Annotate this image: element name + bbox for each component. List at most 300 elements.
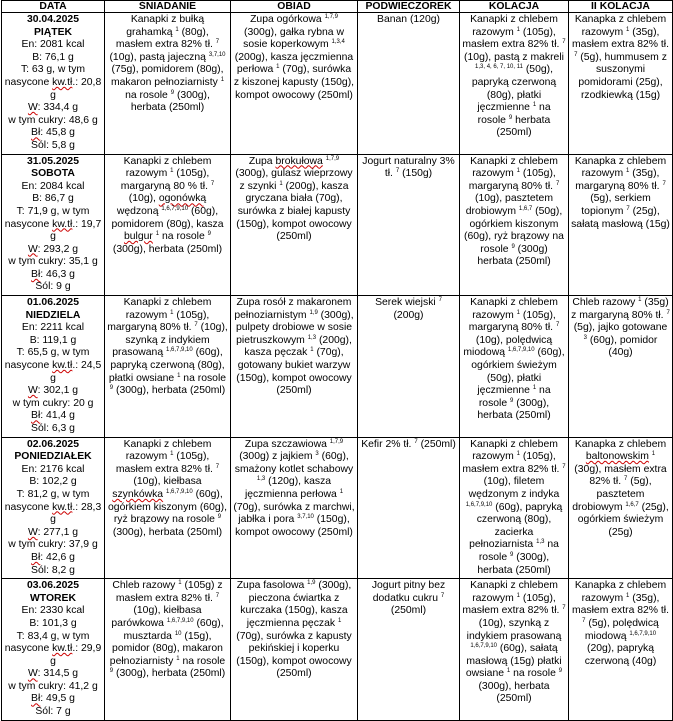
allergen-sup: 9 [207,231,211,238]
meal-text: (300g), pieczona ćwiartka z kurczaka (150g), kasza jęczmienna pęczak [240,580,352,629]
meal-text: (300g), herbata (250ml) [130,89,210,114]
allergen-sup: 1,6,7,9,10 [166,347,193,354]
allergen-sup: 1,3 [307,334,317,341]
fiber-label: Bł [31,410,41,422]
breakfast-cell [105,296,231,438]
header-snack: PODWIECZOREK [358,1,460,13]
sugars-value: w tym cukry: 35,1 g [8,256,98,268]
meal-text: (5g), hummusem z suszonymi pomidorami (25g), rzodkiewką (15g) [577,51,667,101]
breakfast-cell [105,13,231,155]
allergen-sup: 9 [109,668,114,675]
meal-text: (300g), gałka rybna w sosie koperkowym [243,26,344,51]
allergen-sup: 7 [562,605,566,612]
fiber-value [4,693,102,706]
allergen-sup: 7 [215,463,220,470]
sugars-value: w tym cukry: 48,6 g [8,114,98,126]
day-info-cell [2,296,105,438]
meal-text: na rosole [510,668,559,680]
meal-text: (60g), pomidorem (80g), kasza [111,205,224,230]
allergen-sup: 7 [210,180,215,187]
spellcheck-word: ogonówką [158,193,207,205]
allergen-sup: 7 [562,463,566,470]
fat-prefix: T: 65,5 g, w tym nasycone [4,347,90,372]
carbs-number: : 293,2 g [37,243,79,255]
meal-text: (300g), herbata (250ml) [112,526,223,538]
allergen-sup: 1 [516,26,520,33]
meal-text: (105g), margaryną 80% tł. [107,309,210,334]
allergen-sup: 1 [626,592,630,599]
fat-saturated-label: kw.tł [52,76,73,88]
meal-text: (70g), surówka z kapusty pekińskiej i koperku (150g), kompot owocowy (250ml) [236,630,352,680]
protein-value: B: 101,3 g [29,617,77,629]
meal-text: (75g), pomidorem (80g), makaron pełnoziarnisty [110,64,224,88]
sugars-value: w tym cukry: 41,2 g [8,680,98,692]
meal-text: Kanapka z chlebem razowym [574,14,667,38]
meal-text: herbata (250ml) [496,114,551,139]
snack-cell [358,13,460,155]
allergen-sup: 1 [310,347,314,354]
late-dinner-cell [569,13,673,155]
snack-cell [358,437,460,579]
lunch-cell [231,154,358,296]
day-date: 02.06.2025 [26,438,79,450]
allergen-sup: 1 [178,580,182,587]
dinner-cell [460,13,569,155]
allergen-sup: 9 [511,243,515,250]
meal-text: na rosole [478,385,551,409]
meal-text: (80g), masłem extra 82% tł. [115,26,216,51]
protein-value: B: 76,1 g [32,51,74,63]
spellcheck-word: baltonowskim [585,451,649,463]
meal-text: (105g), margaryną 80% tł. [468,168,556,192]
carbs-number: : 314,5 g [37,668,79,680]
allergen-sup: 1 [220,76,225,83]
meal-text: (35g), masłem extra 82% tł. [571,592,669,617]
meal-text: Kanapki z chlebem razowym [470,297,558,321]
meal-text: (250ml) [417,438,456,450]
allergen-sup: 9 [558,668,563,675]
allergen-sup: 1 [651,451,656,458]
day-weekday: WTOREK [30,592,76,604]
day-row [2,154,673,296]
meal-text: (105g), masłem extra 82% tł. [115,451,216,475]
allergen-sup: 1 [170,451,174,458]
fat-saturated-value: .: 29,9 g [50,643,102,667]
meal-text: Kanapki z chlebem razowym [123,438,212,463]
fat-prefix: T: 71,9 g, w tym nasycone [4,205,90,230]
meal-text: na rosole [179,655,226,667]
allergen-sup: 7 [215,39,220,46]
allergen-sup: 3,7,10 [208,51,226,58]
day-row [2,13,673,155]
fat-saturated-value: .: 20,8 g [50,76,102,101]
carbs-label: W [27,102,38,114]
late-dinner-cell [569,579,673,721]
carbs-number: : 277,1 g [37,526,79,538]
meal-text: (200g), kasza jęczmienna perłowa [234,51,354,76]
snack-cell [358,579,460,721]
meal-text: Kanapki z bułką grahamką [126,14,205,38]
allergen-sup: 1,3,4 [331,39,345,46]
meal-text: (300g), herbata (250ml) [478,680,550,705]
lunch-cell [231,579,358,721]
allergen-sup: 7 [562,39,566,46]
energy-value: En: 2084 kcal [21,180,85,192]
allergen-sup: 1,6,7 [518,205,533,212]
allergen-sup: 1,6,7,9,10 [629,630,657,637]
fiber-label: Bł [31,551,41,563]
day-info-cell [2,437,105,579]
meal-text: (70g), surówka z kiszonej kapusty (150g), kompot owocowy (250ml) [233,64,355,101]
meal-text: (200g) [393,309,424,321]
meal-text: (60g), pomidor (40g) [586,334,658,359]
meal-text: (15g), pomidor (80g), makaron pełnoziarnisty [109,630,223,667]
energy-value: En: 2176 kcal [21,463,85,475]
meal-text: Kanapki z chlebem razowym [123,297,212,321]
allergen-sup: 1,7,9 [325,155,340,162]
allergen-sup: 1,6,7,9,10 [161,205,189,212]
meal-text: Chleb razowy [572,297,639,309]
fiber-value [4,410,102,423]
fat-value [4,347,102,385]
fiber-value [4,552,102,565]
meal-text: na rosole [477,102,551,126]
meal-text: (20g), papryką czerwoną (40g) [584,643,657,667]
meal-plan-body [2,13,673,721]
fiber-label: Bł [31,268,41,280]
allergen-sup: 1,7,9 [324,14,338,20]
fat-value [4,489,102,527]
snack-cell [358,296,460,438]
meal-text: (10g), pastą z makreli [464,51,564,63]
allergen-sup: 1,7,9 [329,438,344,445]
salt-value: Sól: 5,8 g [31,139,75,151]
meal-text: Jogurt pitny bez dodatku cukru [371,580,446,604]
salt-value: Sól: 8,2 g [31,564,75,576]
meal-text: (300g), herbata (250ml) [477,551,551,576]
meal-text: (35g) z margaryną 80% tł. [571,297,669,321]
allergen-sup: 9 [170,89,175,96]
meal-text: Zupa ogórkowa [250,14,325,25]
allergen-sup: 9 [510,397,514,404]
allergen-sup: 1 [279,180,283,187]
meal-text: Kanapka z chlebem razowym [574,580,667,604]
meal-text: (70g), surówka z marchwi, jabłka i pora [233,501,355,526]
allergen-sup: 1 [638,297,642,304]
allergen-sup: 7 [626,205,630,212]
meal-text: (60g), ogórkiem kiszonym (60g), ryż brązowy na rosole [108,488,227,526]
allergen-sup: 1 [532,385,537,392]
fiber-number: : 41,4 g [40,410,75,422]
fiber-number: : 45,8 g [40,127,75,139]
meal-text: na rosole [180,372,227,384]
allergen-sup: 9 [217,514,222,521]
meal-plan-table [1,0,673,721]
meal-text: Zupa rosół z makaronem pełnoziarnistym [234,297,352,321]
meal-text: (10g), szynką z indykiem prasowaną [112,322,228,359]
fat-saturated-label: kw.tł [52,218,73,230]
meal-text: (300g), gulasz wieprzowy z szynki [235,168,353,192]
meal-text: (10g), pastą jajeczną [109,51,209,63]
carbs-value [4,102,102,115]
salt-value: Sól: 6,3 g [31,423,75,434]
fiber-number: : 49,5 g [40,693,75,705]
allergen-sup: 7 [624,476,628,483]
allergen-sup: 3,7,10 [297,514,314,521]
fat-value [4,64,102,102]
salt-value: Sól: 7 g [35,706,71,718]
allergen-sup: 10 [174,630,182,637]
meal-text: (10g), filetem wędzonym z indyka [468,476,560,500]
meal-text: (60g), papryką czerwoną (80g), płatki owsiane [108,347,225,384]
meal-text: (105g), masłem extra 82% tł. [462,26,563,51]
dinner-cell [460,154,569,296]
fat-saturated-label: kw.tł [52,360,73,372]
allergen-sup: 1 [516,451,520,458]
allergen-sup: 1,3, 4, 6, 7, 10, 11 [475,64,523,71]
day-row [2,437,673,579]
meal-text: (200g), kasza gryczana biała (70g), surówka z białej kapusty (150g), kompot owocowy (250ml) [236,180,352,243]
dinner-cell [460,579,569,721]
fat-prefix: T: 63 g, w tym nasycone [4,64,86,88]
header-dinner: KOLACJA [460,1,569,13]
allergen-sup: 9 [508,114,513,121]
meal-text: (25g), sałatą masłową (15g) [571,205,670,230]
carbs-number: : 334,4 g [37,102,79,114]
meal-text: (60g), smażony kotlet schabowy [234,451,354,475]
meal-text: (50g), papryką czerwoną (80g), płatki jęczmienne [471,64,557,114]
day-weekday: PONIEDZIAŁEK [14,451,92,463]
meal-text: (10g), kiełbasa parówkowa [111,605,202,629]
late-dinner-cell [569,296,673,438]
fat-value [4,631,102,669]
meal-text: (105g), masłem extra 82% tł. [462,451,563,475]
meal-text: (30g), masłem extra 82% tł. [574,463,667,488]
allergen-sup: 1 [626,168,630,175]
fat-saturated-value: .: 24,5 g [50,360,102,384]
dinner-cell [460,437,569,579]
fat-value [4,206,102,244]
meal-text: (60g), sałatą masłową (15g) płatki owsiane [465,643,562,680]
meal-text: (300g) z jajkiem [239,451,316,463]
breakfast-cell [105,437,231,579]
carbs-label: W [27,526,38,538]
meal-text: Kanapki z chlebem razowym [470,155,558,180]
allergen-sup: 7 [194,322,198,329]
fiber-value [4,127,102,140]
day-info-cell [2,579,105,721]
meal-text: (60g), papryką czerwoną (80g), zacierka pełnoziarnista [469,501,563,551]
day-row [2,296,673,438]
salt-value: Sól: 9 g [35,281,71,293]
allergen-sup: 1 [175,26,179,33]
meal-text: Banan (120g) [377,14,440,25]
protein-value: B: 86,7 g [32,193,74,205]
sugars-value: w tym cukry: 20 g [12,397,94,409]
snack-cell [358,154,460,296]
allergen-sup: 1 [176,655,180,662]
fat-saturated-value: .: 19,7 g [50,218,102,243]
meal-text: Kanapki z chlebem razowym [470,438,558,463]
fiber-value [4,269,102,282]
allergen-sup: 1 [337,617,342,624]
late-dinner-cell [569,154,673,296]
meal-text: (35g), masłem extra 82% tł. [571,26,669,51]
allergen-sup: 1 [177,372,181,379]
header-breakfast: ŚNIADANIE [105,1,231,13]
meal-text: (105g), masłem extra 82% tł. [462,592,563,617]
fat-prefix: T: 81,2 g, w tym nasycone [4,488,90,513]
carbs-value [4,527,102,540]
meal-text: (105g), margaryną 80 % tł. [120,168,211,192]
meal-text: (50g), ogórkiem kiszonym (60g), ryż brązowy na rosole [464,205,564,255]
day-date: 01.06.2025 [26,297,79,309]
carbs-value [4,385,102,398]
meal-text: (300g), herbata (250ml) [112,243,223,255]
allergen-sup: 1 [516,309,520,316]
energy-value: En: 2211 kcal [21,322,85,334]
day-info-cell [2,13,105,155]
meal-text: (10g), szynką z indykiem prasowaną [466,617,562,642]
fiber-label: Bł [31,693,41,705]
fiber-label: Bł [31,127,41,139]
carbs-label: W [27,668,38,680]
fat-saturated-label: kw.tł [52,501,73,513]
meal-text: Zupa fasolowa [236,580,308,592]
meal-text: (5g), polędwicą miodową [584,617,659,642]
day-info-cell [2,154,105,296]
allergen-sup: 7 [555,180,560,187]
allergen-sup: 1 [516,592,520,599]
meal-text: (25g), ogórkiem świeżym (25g) [577,501,669,538]
allergen-sup: 1,6,7,9,10 [470,643,498,650]
meal-text: na rosole [125,89,171,101]
carbs-value [4,244,102,257]
allergen-sup: 1,6,7,9,10 [465,501,493,508]
allergen-sup: 7 [666,309,670,316]
header-lunch: OBIAD [231,1,358,13]
meal-text: Zupa szczawiowa [244,438,330,450]
meal-text: Kanapki z chlebem razowym [470,14,558,38]
meal-text: wędzoną [116,205,162,217]
lunch-cell [231,296,358,438]
allergen-sup: 7 [414,438,418,445]
allergen-sup: 1 [155,231,160,238]
allergen-sup: 9 [510,551,514,558]
allergen-sup: 1,6,7,9,10 [166,617,194,624]
meal-text: (300g), pulpety drobiowe w sosie pietruszkowym [235,309,354,346]
header-late-dinner: II KOLACJA [569,1,673,13]
allergen-sup: 1,6,7,9,10 [507,347,535,354]
allergen-sup: 7 [438,297,442,304]
allergen-sup: 7 [555,322,560,329]
meal-text: (300g), herbata (250ml) [113,668,226,680]
lunch-cell [231,13,358,155]
meal-text: Kanapka z chlebem razowym [574,155,667,180]
protein-value: B: 119,1 g [29,334,77,346]
meal-text: (60g), musztarda [123,617,224,642]
allergen-sup: 7 [574,51,578,58]
header-row [2,1,673,13]
meal-text: (70g), gotowany bukiet warzyw (150g), kompot owocowy (250ml) [236,347,352,397]
fiber-number: : 46,3 g [40,268,75,280]
meal-text: Kanapka z chlebem [574,438,667,450]
meal-text: (300g), herbata (250ml) [113,385,226,397]
meal-text: na rosole [478,539,559,563]
fat-prefix: T: 83,4 g, w tym nasycone [4,630,90,655]
spellcheck-word: szynkówka [112,488,164,500]
allergen-sup: 7 [395,168,400,175]
allergen-sup: 9 [109,385,114,392]
allergen-sup: 1,6,7,9,10 [165,488,193,495]
allergen-sup: 7 [662,180,666,187]
meal-text: Kanapki z chlebem razowym [470,580,558,604]
spellcheck-word: bulgur [124,231,153,243]
allergen-sup: 1 [276,64,280,71]
fiber-number: : 42,6 g [40,551,75,563]
meal-text: na rosole [159,231,208,243]
meal-text: Zupa [248,155,276,167]
allergen-sup: 1 [170,309,174,316]
allergen-sup: 1 [339,488,344,495]
meal-text: Serek wiejski [375,297,439,309]
sugars-value: w tym cukry: 37,9 g [8,539,98,551]
meal-text: (300g), herbata (250ml) [477,397,551,422]
meal-text: (105g), margaryną 80% tł. [468,309,556,334]
meal-text: (5g), serkiem topionym [581,193,651,217]
meal-text: (200g), kasza pęczak [244,334,352,359]
carbs-label: W [27,243,38,255]
carbs-label: W [27,385,38,397]
spellcheck-word: brokułowa [275,155,323,167]
meal-text: (150g), kompot owocowy (250ml) [235,514,353,538]
late-dinner-cell [569,437,673,579]
meal-text: Jogurt naturalny 3% tł. [362,155,455,180]
breakfast-cell [105,579,231,721]
allergen-sup: 1 [170,168,174,175]
day-weekday: SOBOTA [31,168,75,180]
day-row [2,579,673,721]
energy-value: En: 2081 kcal [21,39,85,51]
carbs-value [4,668,102,681]
meal-text: (5g), jajko gotowane [573,322,668,334]
meal-text: (10g), kiełbasa [133,476,202,488]
allergen-sup: 7 [215,592,220,599]
allergen-sup: 1,9 [309,309,318,316]
breakfast-cell [105,154,231,296]
meal-text: (300g) herbata (250ml) [477,243,551,268]
energy-value: En: 2330 kcal [21,605,85,617]
meal-text: Kanapki z chlebem razowym [123,155,212,180]
day-date: 03.06.2025 [26,580,79,592]
allergen-sup: 1,3 [256,476,266,483]
meal-text: Chleb razowy [112,580,179,592]
allergen-sup: 1 [626,26,630,33]
header-date: DATA [2,1,105,13]
meal-text: (35g), margaryną 80% tł. [575,168,663,192]
day-date: 30.04.2025 [26,14,79,25]
allergen-sup: 1,3 [536,539,545,546]
day-weekday: NIEDZIELA [25,309,81,321]
allergen-sup: 1,6,7 [625,501,639,508]
meal-text: (10g), pasztetem drobiowym [465,193,553,217]
meal-text: (60g), ogórkiem świeżym (50g), płatki jęczmienne [471,347,565,397]
allergen-sup: 1,9 [307,580,316,587]
meal-text: (120g), kasza jęczmienna perłowa [244,476,340,500]
meal-text: Kefir 2% tł. [361,438,415,450]
carbs-number: : 302,1 g [37,385,79,397]
meal-text: (10g), [128,193,159,205]
